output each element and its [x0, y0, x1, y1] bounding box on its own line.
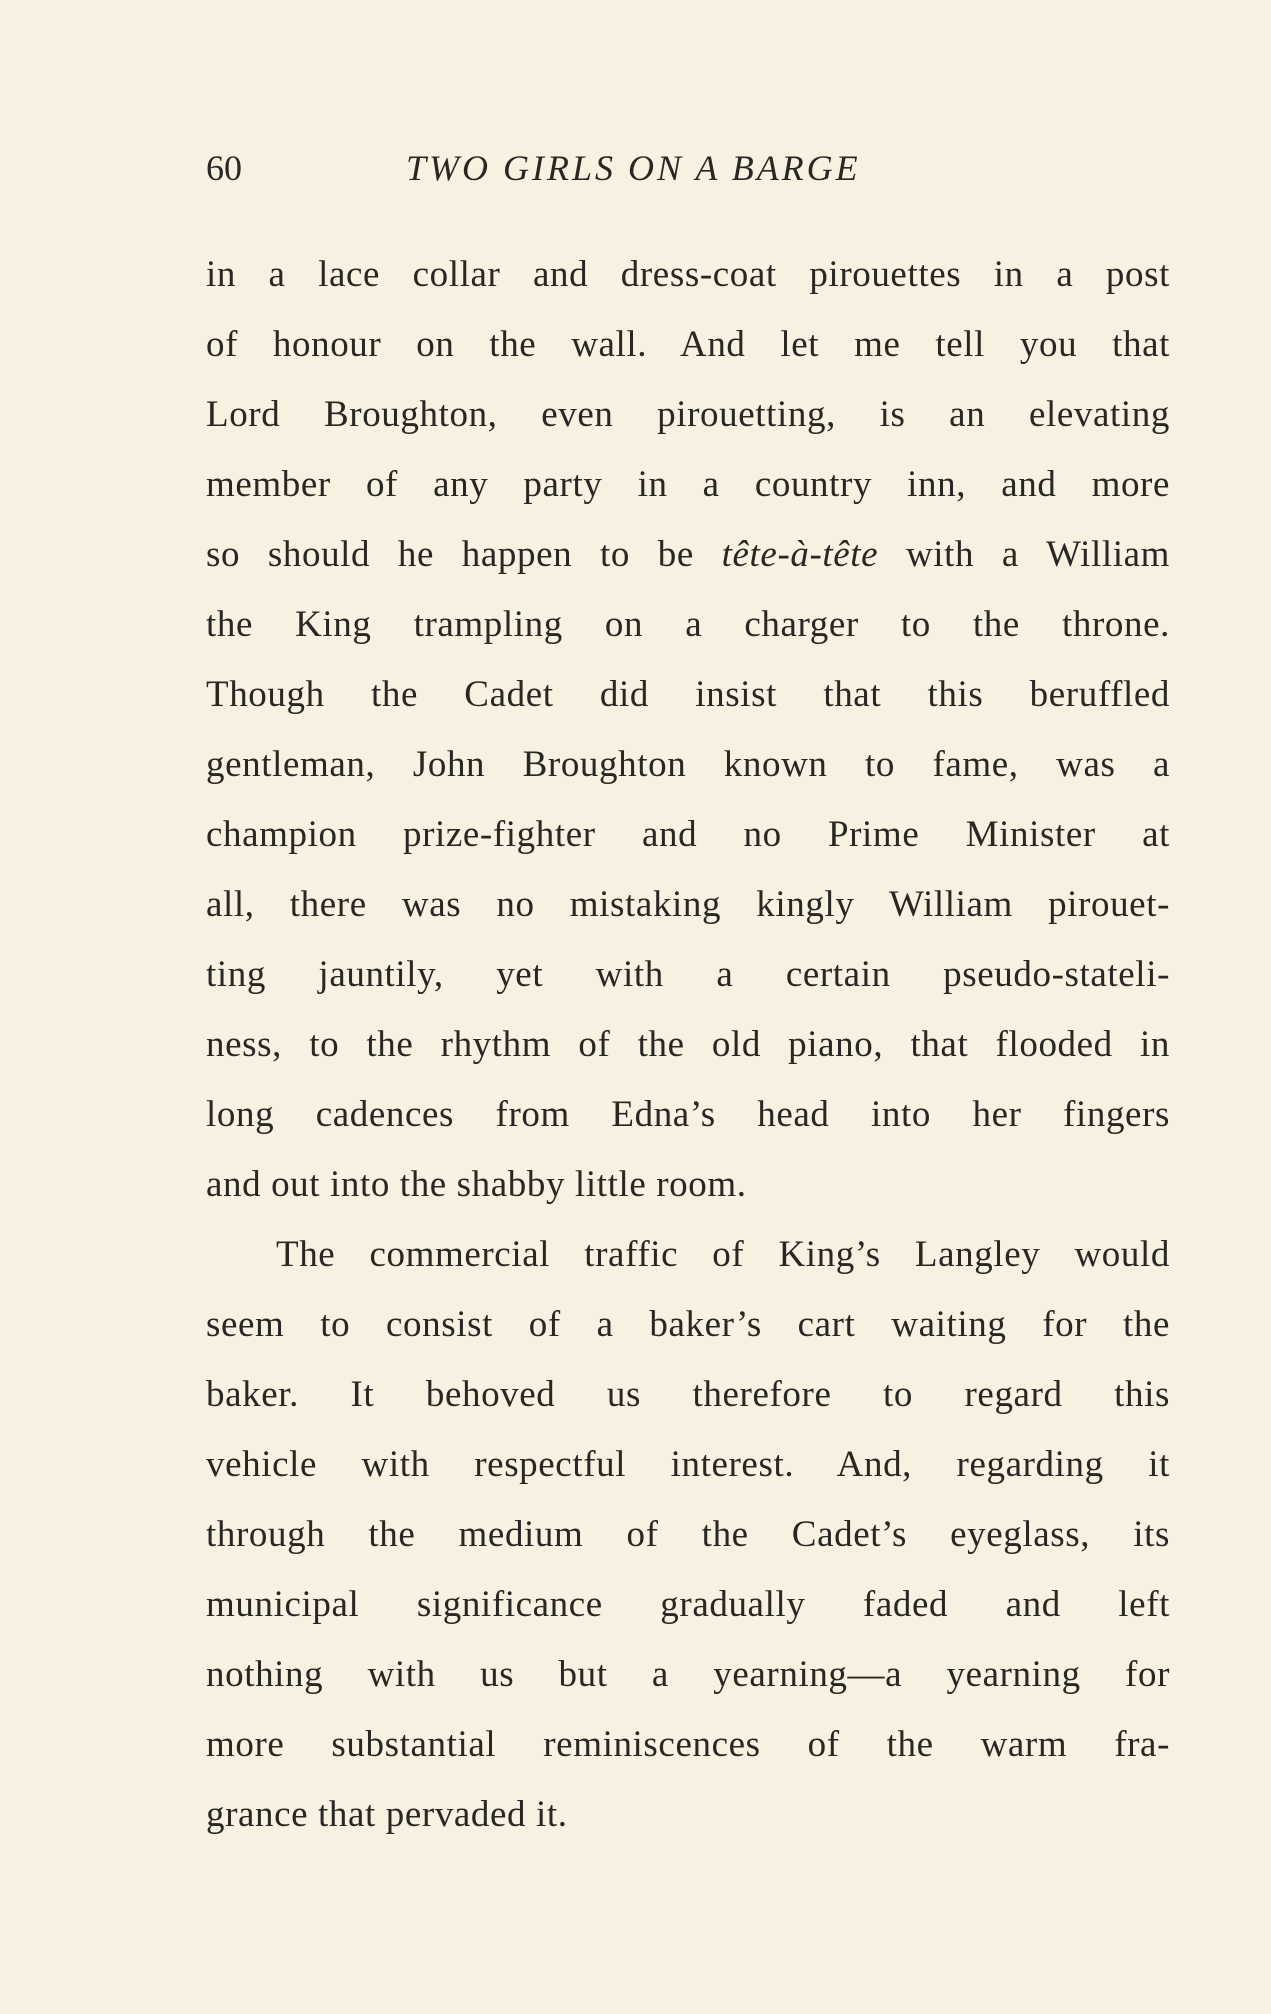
text-line: the King trampling on a charger to the throne. — [206, 604, 1170, 645]
text-line: grance that pervaded it. — [206, 1794, 568, 1835]
italic-phrase: tête-à-tête — [721, 534, 879, 575]
text-line: Though the Cadet did insist that this beruffled — [206, 674, 1170, 715]
text-line: vehicle with respectful interest. And, regarding it — [206, 1444, 1170, 1485]
text-segment: so should he happen to be — [206, 534, 722, 575]
text-line — [206, 520, 1170, 590]
text-line: more substantial reminiscences of the warm fra- — [206, 1724, 1170, 1765]
body-text — [206, 240, 1170, 1850]
text-line: gentleman, John Broughton known to fame, was a — [206, 744, 1170, 785]
text-line: and out into the shabby little room. — [206, 1164, 747, 1205]
text-line: municipal significance gradually faded and left — [206, 1584, 1170, 1625]
text-segment: with a William — [878, 534, 1170, 575]
text-line: in a lace collar and dress-coat pirouettes in a post — [206, 254, 1170, 295]
text-line: through the medium of the Cadet’s eyeglass, its — [206, 1514, 1170, 1555]
text-line: seem to consist of a baker’s cart waiting for the — [206, 1304, 1170, 1345]
text-line: of honour on the wall. And let me tell you that — [206, 324, 1170, 365]
text-line: champion prize-fighter and no Prime Minister at — [206, 814, 1170, 855]
page-number: 60 — [206, 148, 242, 188]
running-title: TWO GIRLS ON A BARGE — [406, 148, 861, 188]
text-line: ting jauntily, yet with a certain pseudo-stateli- — [206, 954, 1170, 995]
text-line: member of any party in a country inn, and more — [206, 464, 1170, 505]
text-line: The commercial traffic of King’s Langley would — [276, 1234, 1170, 1275]
text-line: ness, to the rhythm of the old piano, that flooded in — [206, 1024, 1170, 1065]
running-head — [206, 148, 1176, 188]
text-line: nothing with us but a yearning—a yearning for — [206, 1654, 1170, 1695]
text-line: baker. It behoved us therefore to regard this — [206, 1374, 1170, 1415]
text-line: all, there was no mistaking kingly William pirouet- — [206, 884, 1170, 925]
text-line: long cadences from Edna’s head into her fingers — [206, 1094, 1170, 1135]
text-line: Lord Broughton, even pirouetting, is an elevating — [206, 394, 1170, 435]
